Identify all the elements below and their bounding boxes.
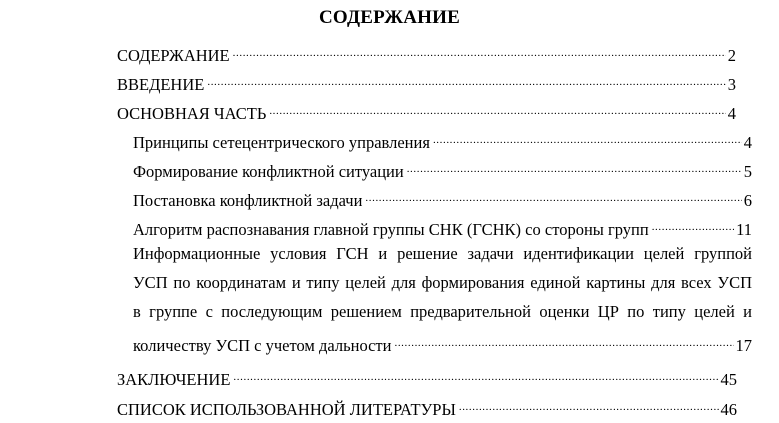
dot-leader (394, 331, 733, 351)
toc-entry-label: ЗАКЛЮЧЕНИЕ (117, 370, 231, 389)
toc-entry-label: ОСНОВНАЯ ЧАСТЬ (117, 104, 267, 123)
toc-entry-label: СПИСОК ИСПОЛЬЗОВАННОЙ ЛИТЕРАТУРЫ (117, 400, 456, 419)
toc-subentry[interactable] (133, 157, 752, 182)
toc-entry-label: Формирование конфликтной ситуации (133, 162, 404, 181)
toc-subentry[interactable] (133, 186, 752, 211)
toc-entry[interactable] (117, 70, 736, 95)
toc-subentry-multiline[interactable] (133, 244, 752, 360)
toc-entry-label: Постановка конфликтной задачи (133, 191, 363, 210)
dot-leader (365, 186, 741, 206)
toc-entry-label: Принципы сетецентрического управления (133, 133, 430, 152)
dot-leader (652, 215, 734, 235)
toc-entry-label: ВВЕДЕНИЕ (117, 75, 205, 94)
toc-entry-label: СОДЕРЖАНИЕ (117, 46, 230, 65)
toc-entry-page: 45 (720, 370, 737, 389)
dot-leader (233, 41, 726, 61)
toc-entry-page: 4 (727, 104, 736, 123)
dot-leader (207, 70, 725, 90)
toc-entry-label-line: Информационные условия ГСН и решение задачи идентификации целей группой (133, 244, 752, 263)
toc-entry-page: 17 (735, 336, 752, 355)
toc-entry-label-line: в группе с последующим решением предварительной оценки ЦР по типу целей и (133, 302, 752, 321)
toc-subentry[interactable] (133, 215, 752, 240)
toc-entry-page: 6 (743, 191, 752, 210)
toc-entry[interactable] (117, 41, 736, 66)
toc-entry-page: 4 (743, 133, 752, 152)
toc-entry-page: 2 (727, 46, 736, 65)
toc-entry-page: 11 (736, 220, 752, 239)
toc-entry-page: 5 (743, 162, 752, 181)
toc-entry[interactable] (117, 395, 737, 420)
toc-entry-label-line: УСП по координатам и типу целей для формирования единой картины для всех УСП (133, 273, 752, 292)
toc-entry-page: 3 (727, 75, 736, 94)
toc-entry-page: 46 (720, 400, 737, 419)
toc-entry[interactable] (117, 365, 737, 390)
toc-entry[interactable] (117, 99, 736, 124)
toc-subentry[interactable] (133, 128, 752, 153)
toc-entry-label: Алгоритм распознавания главной группы СНК (ГСНК) со стороны групп (133, 220, 649, 239)
dot-leader (433, 128, 742, 148)
dot-leader (269, 99, 725, 119)
dot-leader (233, 365, 718, 385)
dot-leader (459, 395, 719, 415)
toc-entry-last-line (133, 331, 752, 356)
toc-entry-label-line: количеству УСП с учетом дальности (133, 336, 392, 355)
dot-leader (407, 157, 742, 177)
toc-title: СОДЕРЖАНИЕ (319, 7, 460, 28)
